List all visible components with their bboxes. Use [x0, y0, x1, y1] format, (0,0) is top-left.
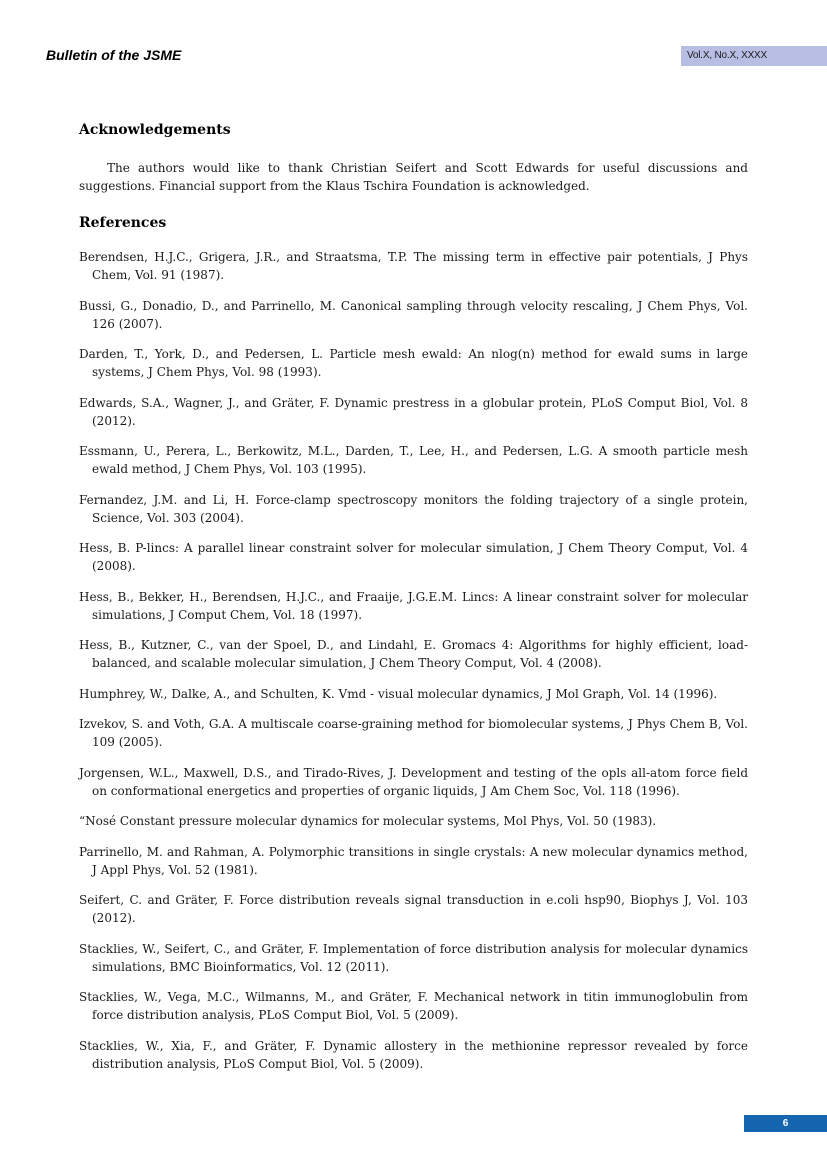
reference-item: Hess, B., Kutzner, C., van der Spoel, D., and Lindahl, E. Gromacs 4: Algorithms for highly efficient, load-balanced, and scalable molecular simulation, J Chem Theory Comput, Vol. 4 (2008). — [79, 638, 748, 670]
reference-item: Seifert, C. and Gräter, F. Force distribution reveals signal transduction in e.coli hsp90, Biophys J, Vol. 103 (2012). — [79, 893, 748, 925]
reference-item: Essmann, U., Perera, L., Berkowitz, M.L., Darden, T., Lee, H., and Pedersen, L.G. A smooth particle mesh ewald method, J Chem Phys, Vol. 103 (1995). — [79, 444, 748, 476]
page-content — [79, 121, 748, 1085]
volume-info-badge: Vol.X, No.X, XXXX — [681, 46, 827, 66]
reference-item: Parrinello, M. and Rahman, A. Polymorphic transitions in single crystals: A new molecular dynamics method, J Appl Phys, Vol. 52 (1981). — [79, 844, 748, 877]
acknowledgements-heading: Acknowledgements — [79, 122, 231, 138]
reference-item: “Nosé Constant pressure molecular dynamics for molecular systems, Mol Phys, Vol. 50 (1983). — [79, 814, 657, 828]
reference-item: Stacklies, W., Seifert, C., and Gräter, F. Implementation of force distribution analysis for molecular dynamics simulations, BMC Bioinformatics, Vol. 12 (2011). — [79, 941, 748, 974]
reference-item: Darden, T., York, D., and Pedersen, L. Particle mesh ewald: An nlog(n) method for ewald sums in large systems, J Chem Phys, Vol. 98 (1993). — [79, 347, 748, 379]
page-number: 6 — [744, 1115, 827, 1132]
reference-item: Jorgensen, W.L., Maxwell, D.S., and Tirado-Rives, J. Development and testing of the opls all-atom force field on conformational energetics and properties of organic liquids, J Am Chem Soc, Vol. 118 (1996). — [79, 765, 748, 798]
reference-item: Edwards, S.A., Wagner, J., and Gräter, F. Dynamic prestress in a globular protein, PLoS Comput Biol, Vol. 8 (2012). — [79, 395, 748, 428]
reference-item: Humphrey, W., Dalke, A., and Schulten, K. Vmd - visual molecular dynamics, J Mol Graph, Vol. 14 (1996). — [79, 686, 718, 701]
reference-item: Berendsen, H.J.C., Grigera, J.R., and Straatsma, T.P. The missing term in effective pair potentials, J Phys Chem, Vol. 91 (1987). — [79, 250, 748, 282]
reference-item: Izvekov, S. and Voth, G.A. A multiscale coarse-graining method for biomolecular systems, J Phys Chem B, Vol. 109 (2005). — [79, 717, 748, 749]
reference-item: Stacklies, W., Vega, M.C., Wilmanns, M., and Gräter, F. Mechanical network in titin immunoglobulin from force distribution analysis, PLoS Comput Biol, Vol. 5 (2009). — [79, 990, 748, 1022]
journal-title: Bulletin of the JSME — [46, 47, 182, 63]
references-heading: References — [79, 215, 167, 231]
reference-item: Fernandez, J.M. and Li, H. Force-clamp spectroscopy monitors the folding trajectory of a single protein, Science, Vol. 303 (2004). — [79, 492, 748, 525]
acknowledgements-text: The authors would like to thank Christian Seifert and Scott Edwards for useful discussions and suggestions. Financial support from the Klaus Tschira Foundation is acknowledged. — [79, 161, 748, 193]
reference-item: Stacklies, W., Xia, F., and Gräter, F. Dynamic allostery in the methionine repressor revealed by force distribution analysis, PLoS Comput Biol, Vol. 5 (2009). — [79, 1038, 748, 1071]
reference-item: Bussi, G., Donadio, D., and Parrinello, M. Canonical sampling through velocity rescaling, J Chem Phys, Vol. 126 (2007). — [79, 298, 748, 331]
reference-list — [79, 248, 748, 1073]
reference-item: Hess, B., Bekker, H., Berendsen, H.J.C., and Fraaije, J.G.E.M. Lincs: A linear constraint solver for molecular simulations, J Comput Chem, Vol. 18 (1997). — [79, 589, 748, 622]
reference-item: Hess, B. P-lincs: A parallel linear constraint solver for molecular simulation, J Chem Theory Comput, Vol. 4 (2008). — [79, 541, 748, 573]
